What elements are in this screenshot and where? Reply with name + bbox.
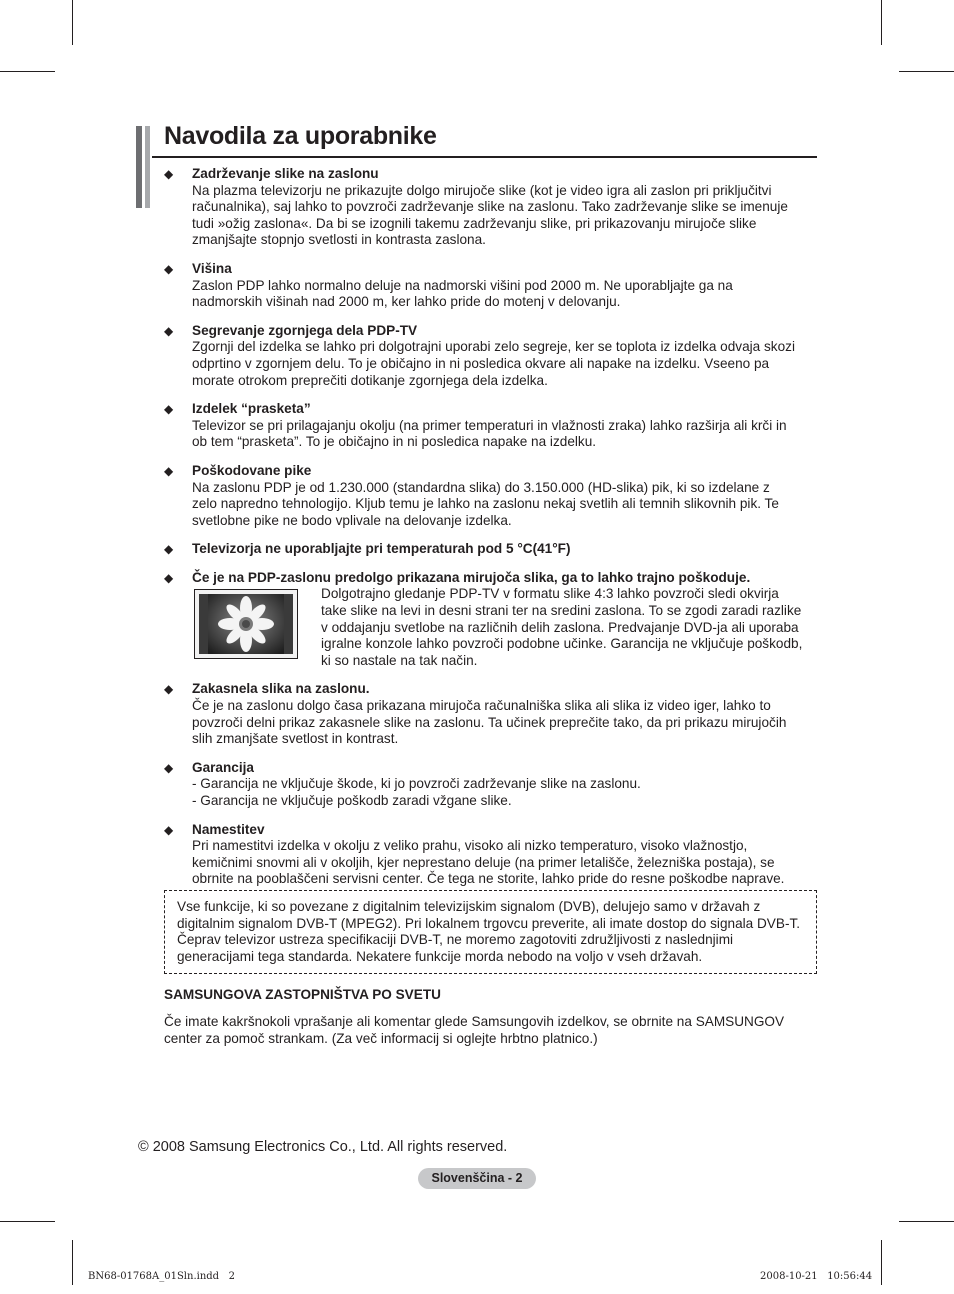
- bullet-diamond-icon: ◆: [164, 542, 174, 557]
- copyright-text: © 2008 Samsung Electronics Co., Ltd. All rights reserved.: [138, 1139, 508, 1155]
- list-item: [164, 570, 824, 670]
- title-rule: [152, 156, 817, 158]
- section-body: Če imate kakršnokoli vprašanje ali komentar glede Samsungovih izdelkov, se obrnite na SAMSUNGOV center za pomoč strankam. (Za več informacij si oglejte hrbtno platnico.): [164, 1014, 785, 1046]
- dvb-notice-box: Vse funkcije, ki so povezane z digitalnim televizijskim signalom (DVB), delujejo samo v državah z digitalnim signalom DVB-T (MPEG2). Pri lokalnem trgovcu preverite, ali imate dostop do signala DVB-T. Čeprav televizor ustreza specifikaciji DVB-T, ne moremo zagotoviti združljivosti z naslednjimi generacijami tega standarda. Nekatere funkcije morda nebodo na voljo v vseh državah.: [164, 890, 817, 974]
- bullet-diamond-icon: ◆: [164, 323, 174, 338]
- item-heading: Garancija: [192, 759, 254, 775]
- crop-mark: [72, 1240, 73, 1285]
- bullet-diamond-icon: ◆: [164, 822, 174, 837]
- item-heading: Televizorja ne uporabljajte pri temperaturah pod 5 °C(41°F): [192, 541, 571, 557]
- item-heading: Namestitev: [192, 821, 265, 837]
- list-item: [164, 261, 824, 311]
- crop-mark: [899, 71, 954, 72]
- bullet-diamond-icon: ◆: [164, 402, 174, 417]
- list-item: [164, 166, 824, 249]
- footer-datetime: 2008-10-21 10:56:44: [760, 1271, 873, 1282]
- bullet-diamond-icon: ◆: [164, 261, 174, 276]
- page-number-badge: Slovenščina - 2: [418, 1168, 536, 1189]
- precautions-list: [164, 166, 824, 900]
- bullet-diamond-icon: ◆: [164, 760, 174, 775]
- image-text-row: [192, 586, 824, 669]
- crop-mark: [899, 1221, 954, 1222]
- item-heading: Če je na PDP-zaslonu predolgo prikazana mirujoča slika, ga to lahko trajno poškoduje.: [192, 569, 751, 585]
- title-bar-light: [145, 126, 150, 208]
- crop-mark: [0, 71, 55, 72]
- item-heading: Zakasnela slika na zaslonu.: [192, 681, 370, 697]
- item-body: Pri namestitvi izdelka v okolju z veliko prahu, visoko ali nizko temperaturo, visoko vlažnostjo, kemičnimi snovmi ali v okoljih, kjer neprestano deluje (na primer letališče, železniška postaja), se obrnite na pooblaščeni servisni center. Če tega ne storite, lahko pride do resne poškodbe naprave.: [192, 838, 785, 887]
- page-title: Navodila za uporabnike: [164, 122, 437, 150]
- title-decoration-bars: [136, 126, 152, 208]
- item-body: Na plazma televizorju ne prikazujte dolgo mirujoče slike (kot je video igra ali zaslon pri priključitvi računalnika), saj lahko to povzroči zadrževanje slike na zaslonu. Tako zadrževanje slike se imenuje tudi »ožig zaslona«. Da bi se izognili takemu zadrževanju slike, pri prikazovanju mirujoče slike zmanjšajte stopnjo svetlosti in kontrasta zaslona.: [192, 182, 788, 248]
- list-item: [164, 541, 824, 558]
- list-item: [164, 681, 824, 747]
- item-heading: Zadrževanje slike na zaslonu: [192, 166, 379, 181]
- bullet-diamond-icon: ◆: [164, 463, 174, 478]
- screen-burn-illustration: [194, 589, 298, 659]
- item-heading: Višina: [192, 260, 232, 276]
- crop-mark: [0, 1221, 55, 1222]
- bullet-diamond-icon: ◆: [164, 167, 174, 181]
- item-body: Televizor se pri prilagajanju okolju (na primer temperaturi in vlažnosti zraka) lahko razširja ali krči in ob tem “prasketa”. To je običajno in ni posledica napake na izdelku.: [192, 417, 787, 450]
- title-bar-dark: [136, 126, 142, 208]
- item-body: Če je na zaslonu dolgo časa prikazana mirujoča računalniška slika ali slika iz video iger, lahko to povzroči delni prikaz zakasnele slike na zaslonu. Ta učinek preprečite tako, da pri prikazu mirujočih slih zmanjšate svetlost in kontrast.: [192, 698, 787, 747]
- list-item: [164, 401, 824, 451]
- list-item: [164, 822, 824, 888]
- item-body: Zgornji del izdelka se lahko pri dolgotrajni uporabi zelo segreje, ker se toplota iz izdelka odvaja skozi odprtino v zgornjem delu. To je običajno in ni posledica okvare ali napake na izdelku. Vseeno pa morate otrokom preprečiti dotikanje zgornjega dela izdelka.: [192, 339, 795, 388]
- section-heading: SAMSUNGOVA ZASTOPNIŠTVA PO SVETU: [164, 987, 441, 1002]
- list-item: [164, 463, 824, 529]
- item-body: Na zaslonu PDP je od 1.230.000 (standardna slika) do 3.150.000 (HD-slika) pik, ki so izdelane z zelo napredno tehnologijo. Kljub temu je lahko na zaslonu nekaj svetlih ali temnih slikovnih pik. Te svetlobne pike ne bodo vplivale na delovanje izdelka.: [192, 479, 779, 528]
- list-item: [164, 760, 824, 810]
- bullet-diamond-icon: ◆: [164, 570, 174, 585]
- item-body: Zaslon PDP lahko normalno deluje na nadmorski višini pod 2000 m. Ne uporabljajte ga na nadmorskih višinah nad 2000 m, ker lahko pride do motenj v delovanju.: [192, 277, 733, 310]
- bullet-diamond-icon: ◆: [164, 682, 174, 697]
- item-heading: Poškodovane pike: [192, 462, 312, 478]
- list-item: [164, 323, 824, 389]
- flower-screen-icon: [199, 594, 293, 654]
- item-body: Dolgotrajno gledanje PDP-TV v formatu slike 4:3 lahko povzroči sledi okvirja take slike na levi in desni strani ter na sredini zaslona. To se zgodi zaradi razlike v oddajanju svetlobe na različnih delih zaslona. Predvajanje DVD-ja ali uporaba igralne konzole lahko povzroči podobne učinke. Garancija ne vključuje poškodb, ki so nastale na tak način.: [321, 586, 803, 668]
- item-heading: Segrevanje zgornjega dela PDP-TV: [192, 322, 418, 338]
- item-heading: Izdelek “prasketa”: [192, 401, 311, 417]
- item-body: - Garancija ne vključuje škode, ki jo povzroči zadrževanje slike na zaslonu. - Garancija ne vključuje poškodb zaradi vžgane slike.: [192, 776, 641, 808]
- crop-mark: [881, 1240, 882, 1285]
- crop-mark: [72, 0, 73, 45]
- footer-file-name: BN68-01768A_01Sln.indd 2: [88, 1271, 235, 1282]
- crop-mark: [881, 0, 882, 45]
